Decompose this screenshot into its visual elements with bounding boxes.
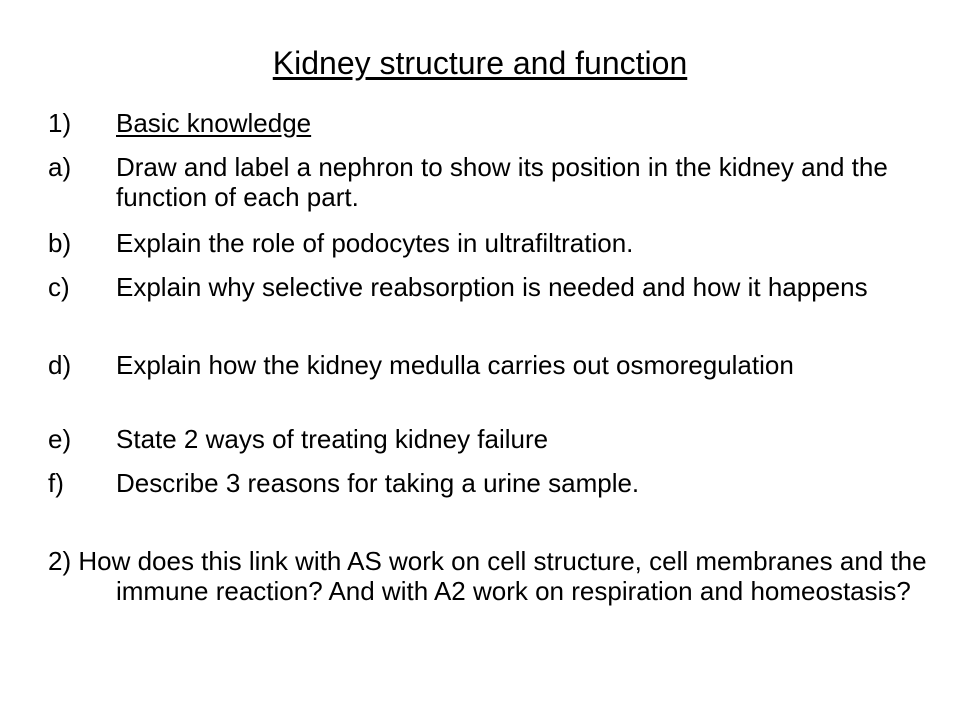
list-item-marker: b) <box>48 228 72 258</box>
section-2-question: 2) How does this link with AS work on cell structure, cell membranes and the immune reaction? And with A2 work on respiration and homeostasis? <box>48 546 927 606</box>
list-item-b <box>48 228 908 258</box>
section-1-heading <box>48 108 908 138</box>
list-item-text: Draw and label a nephron to show its position in the kidney and the function of each part. <box>116 152 888 212</box>
section-1-title: Basic knowledge <box>116 108 312 138</box>
list-item-c <box>48 272 908 302</box>
list-item-marker: a) <box>48 152 72 182</box>
section-1-marker: 1) <box>48 108 72 138</box>
list-item-d <box>48 350 908 380</box>
list-item-marker: d) <box>48 350 72 380</box>
list-item-f <box>48 468 908 498</box>
list-item-marker: f) <box>48 468 64 498</box>
slide-title: Kidney structure and function <box>272 45 688 81</box>
list-item-marker: e) <box>48 424 72 454</box>
list-item-e <box>48 424 908 454</box>
list-item-text: Explain the role of podocytes in ultrafiltration. <box>116 228 634 258</box>
list-item-text: Explain how the kidney medulla carries out osmoregulation <box>116 350 794 380</box>
list-item-marker: c) <box>48 272 70 302</box>
list-item-a <box>48 152 908 212</box>
list-item-text: State 2 ways of treating kidney failure <box>116 424 549 454</box>
list-item-text: Explain why selective reabsorption is needed and how it happens <box>116 272 868 302</box>
list-item-text: Describe 3 reasons for taking a urine sample. <box>116 468 640 498</box>
